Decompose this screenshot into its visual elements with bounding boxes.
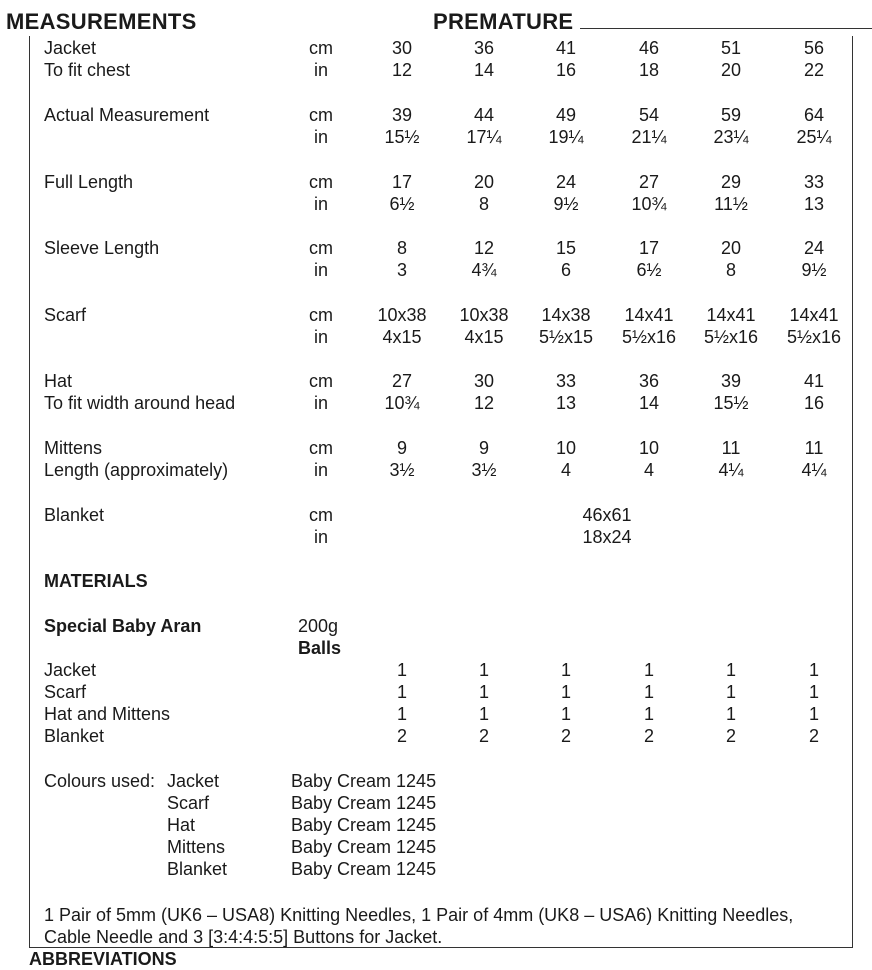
- measurement-label: Jacket: [44, 38, 97, 58]
- cm-value: 17: [391, 172, 413, 192]
- cm-value: 33: [555, 371, 577, 391]
- ball-count: 1: [478, 660, 490, 680]
- yarn-name: Special Baby Aran: [44, 616, 202, 636]
- ball-count: 2: [808, 726, 820, 746]
- in-value: 4¼: [801, 460, 827, 480]
- cm-value: 9: [396, 438, 408, 458]
- header-rule: [580, 28, 872, 29]
- blanket-cm-value: 46x61: [582, 505, 632, 525]
- ball-count: 1: [478, 704, 490, 724]
- in-value: 6½: [636, 260, 662, 280]
- cm-value: 20: [473, 172, 495, 192]
- materials-heading: MATERIALS: [44, 571, 148, 591]
- cm-value: 27: [638, 172, 660, 192]
- cm-value: 41: [803, 371, 825, 391]
- cm-value: 46: [638, 38, 660, 58]
- ball-count: 1: [725, 682, 737, 702]
- in-value: 5½x15: [538, 327, 594, 347]
- unit-in: in: [313, 460, 329, 480]
- unit-cm: cm: [309, 505, 333, 525]
- in-value: 4¼: [718, 460, 744, 480]
- material-row-label: Hat and Mittens: [44, 704, 171, 724]
- in-value: 13: [803, 194, 825, 214]
- ball-count: 1: [396, 682, 408, 702]
- cm-value: 10x38: [459, 305, 509, 325]
- measurement-label: Actual Measurement: [44, 105, 210, 125]
- in-value: 8: [478, 194, 490, 214]
- colour-item: Scarf: [167, 793, 210, 813]
- cm-value: 39: [391, 105, 413, 125]
- cm-value: 39: [720, 371, 742, 391]
- in-value: 3: [396, 260, 408, 280]
- unit-cm: cm: [309, 305, 333, 325]
- in-value: 11½: [714, 194, 748, 214]
- measurement-label: Scarf: [44, 305, 87, 325]
- measurements-heading: MEASUREMENTS: [6, 9, 197, 34]
- in-value: 5½x16: [621, 327, 677, 347]
- in-value: 10¾: [631, 194, 667, 214]
- colour-name: Baby Cream 1245: [291, 859, 437, 879]
- in-value: 4: [643, 460, 655, 480]
- in-value: 19¼: [548, 127, 584, 147]
- in-value: 8: [725, 260, 737, 280]
- cm-value: 59: [720, 105, 742, 125]
- colour-name: Baby Cream 1245: [291, 837, 437, 857]
- material-row-label: Blanket: [44, 726, 105, 746]
- in-value: 14: [638, 393, 660, 413]
- cm-value: 33: [803, 172, 825, 192]
- unit-cm: cm: [309, 438, 333, 458]
- cm-value: 11: [721, 438, 741, 458]
- unit-in: in: [313, 260, 329, 280]
- ball-count: 1: [396, 660, 408, 680]
- cm-value: 44: [473, 105, 495, 125]
- material-row-label: Scarf: [44, 682, 87, 702]
- cm-value: 12: [473, 238, 495, 258]
- colour-item: Jacket: [167, 771, 220, 791]
- cm-value: 36: [473, 38, 495, 58]
- in-value: 5½x16: [703, 327, 759, 347]
- cm-value: 54: [638, 105, 660, 125]
- measurement-label: Length (approximately): [44, 460, 229, 480]
- in-value: 12: [473, 393, 495, 413]
- in-value: 16: [803, 393, 825, 413]
- cm-value: 49: [555, 105, 577, 125]
- in-value: 4¾: [471, 260, 497, 280]
- cm-value: 29: [720, 172, 742, 192]
- cm-value: 14x41: [624, 305, 674, 325]
- cm-value: 36: [638, 371, 660, 391]
- ball-count: 2: [396, 726, 408, 746]
- in-value: 6½: [389, 194, 415, 214]
- cm-value: 17: [638, 238, 660, 258]
- cm-value: 41: [555, 38, 577, 58]
- in-value: 4: [560, 460, 572, 480]
- cm-value: 14x38: [541, 305, 591, 325]
- measurement-label: Sleeve Length: [44, 238, 160, 258]
- unit-in: in: [313, 527, 329, 547]
- cm-value: 8: [396, 238, 408, 258]
- in-value: 20: [720, 60, 742, 80]
- unit-cm: cm: [309, 38, 333, 58]
- unit-in: in: [313, 393, 329, 413]
- cm-value: 64: [803, 105, 825, 125]
- in-value: 3½: [471, 460, 497, 480]
- in-value: 9½: [801, 260, 827, 280]
- ball-count: 1: [808, 704, 820, 724]
- colour-name: Baby Cream 1245: [291, 815, 437, 835]
- measurement-label: Full Length: [44, 172, 134, 192]
- in-value: 4x15: [382, 327, 422, 347]
- cm-value: 9: [478, 438, 490, 458]
- ball-count: 1: [725, 660, 737, 680]
- in-value: 10¾: [384, 393, 420, 413]
- in-value: 13: [555, 393, 577, 413]
- in-value: 22: [803, 60, 825, 80]
- size-heading: PREMATURE: [433, 9, 574, 34]
- needles-note: 1 Pair of 5mm (UK6 – USA8) Knitting Needles, 1 Pair of 4mm (UK8 – USA6) Knitting Needles, Cable Needle and 3 [3:4:4:5:5] Buttons for Jacket.: [44, 905, 794, 947]
- in-value: 23¼: [713, 127, 749, 147]
- measurement-label: To fit width around head: [44, 393, 236, 413]
- colours-label: Colours used:: [44, 771, 156, 791]
- unit-in: in: [313, 327, 329, 347]
- ball-count: 1: [560, 682, 572, 702]
- cm-value: 24: [555, 172, 577, 192]
- ball-count: 2: [725, 726, 737, 746]
- measurement-label: Hat: [44, 371, 73, 391]
- colour-item: Hat: [167, 815, 196, 835]
- cm-value: 10: [555, 438, 577, 458]
- ball-count: 1: [808, 660, 820, 680]
- in-value: 17¼: [466, 127, 502, 147]
- ball-weight: 200g: [298, 616, 339, 636]
- ball-count: 1: [808, 682, 820, 702]
- in-value: 12: [391, 60, 413, 80]
- ball-count: 2: [643, 726, 655, 746]
- unit-cm: cm: [309, 371, 333, 391]
- in-value: 18: [638, 60, 660, 80]
- in-value: 5½x16: [786, 327, 842, 347]
- unit-cm: cm: [309, 105, 333, 125]
- cm-value: 14x41: [706, 305, 756, 325]
- in-value: 3½: [389, 460, 415, 480]
- ball-count: 1: [643, 704, 655, 724]
- ball-count: 1: [643, 682, 655, 702]
- cm-value: 10: [638, 438, 660, 458]
- cm-value: 56: [803, 38, 825, 58]
- blanket-label: Blanket: [44, 505, 105, 525]
- colour-name: Baby Cream 1245: [291, 771, 437, 791]
- ball-count: 1: [396, 704, 408, 724]
- cm-value: 14x41: [789, 305, 839, 325]
- cm-value: 24: [803, 238, 825, 258]
- in-value: 15½: [713, 393, 749, 413]
- cm-value: 51: [720, 38, 742, 58]
- measurement-label: To fit chest: [44, 60, 131, 80]
- in-value: 9½: [553, 194, 579, 214]
- in-value: 14: [473, 60, 495, 80]
- unit-cm: cm: [309, 172, 333, 192]
- unit-in: in: [313, 60, 329, 80]
- material-row-label: Jacket: [44, 660, 97, 680]
- cm-value: 27: [391, 371, 413, 391]
- in-value: 25¼: [796, 127, 832, 147]
- unit-cm: cm: [309, 238, 333, 258]
- measurement-label: Mittens: [44, 438, 103, 458]
- cm-value: 20: [720, 238, 742, 258]
- ball-count: 2: [560, 726, 572, 746]
- cm-value: 11: [804, 438, 824, 458]
- colour-item: Blanket: [167, 859, 228, 879]
- cm-value: 30: [473, 371, 495, 391]
- unit-in: in: [313, 127, 329, 147]
- in-value: 16: [555, 60, 577, 80]
- colour-item: Mittens: [167, 837, 226, 857]
- blanket-in-value: 18x24: [582, 527, 632, 547]
- in-value: 21¼: [631, 127, 667, 147]
- ball-count: 1: [560, 704, 572, 724]
- in-value: 15½: [384, 127, 420, 147]
- ball-count: 2: [478, 726, 490, 746]
- abbreviations-heading: ABBREVIATIONS: [29, 949, 177, 969]
- ball-count: 1: [560, 660, 572, 680]
- in-value: 4x15: [464, 327, 504, 347]
- cm-value: 15: [555, 238, 577, 258]
- ball-count: 1: [725, 704, 737, 724]
- in-value: 6: [560, 260, 572, 280]
- unit-in: in: [313, 194, 329, 214]
- colour-name: Baby Cream 1245: [291, 793, 437, 813]
- cm-value: 10x38: [377, 305, 427, 325]
- ball-count: 1: [643, 660, 655, 680]
- ball-count: 1: [478, 682, 490, 702]
- ball-label: Balls: [298, 638, 342, 658]
- cm-value: 30: [391, 38, 413, 58]
